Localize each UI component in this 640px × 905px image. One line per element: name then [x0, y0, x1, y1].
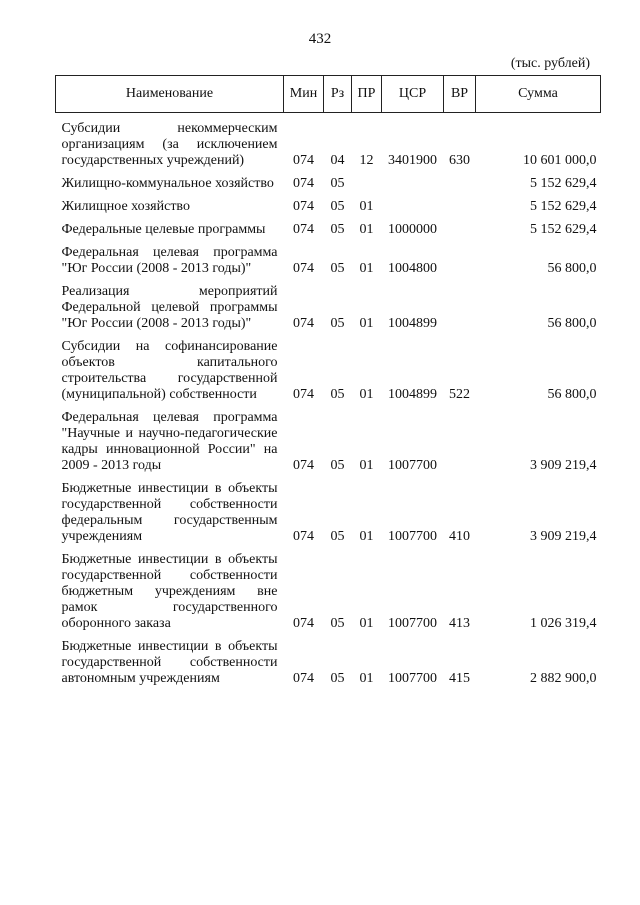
cell-min: 074	[293, 176, 314, 191]
header-csr: ЦСР	[382, 76, 444, 113]
header-vr: ВР	[444, 76, 476, 113]
cell-pr: 12	[359, 153, 374, 168]
cell-sum: 5 152 629,4	[530, 176, 597, 191]
cell-vr	[444, 192, 476, 215]
cell-vr: 630	[449, 153, 470, 168]
table-row	[56, 545, 601, 632]
cell-pr: 01	[359, 458, 374, 473]
cell-csr: 1004899	[388, 316, 437, 331]
table-row	[56, 632, 601, 687]
cell-sum: 5 152 629,4	[530, 199, 597, 214]
cell-csr: 1004899	[388, 387, 437, 402]
cell-csr	[382, 169, 444, 192]
cell-pr: 01	[359, 199, 374, 214]
cell-min: 074	[293, 222, 314, 237]
cell-sum: 3 909 219,4	[530, 529, 597, 544]
cell-min: 074	[293, 199, 314, 214]
cell-csr: 1007700	[388, 616, 437, 631]
cell-rz: 05	[330, 261, 345, 276]
cell-pr: 01	[359, 387, 374, 402]
cell-sum: 1 026 319,4	[530, 616, 597, 631]
header-name: Наименование	[56, 76, 284, 113]
cell-sum: 56 800,0	[547, 316, 597, 331]
cell-sum: 56 800,0	[547, 387, 597, 402]
table-row	[56, 403, 601, 474]
cell-min: 074	[293, 529, 314, 544]
cell-pr: 01	[359, 529, 374, 544]
cell-csr: 3401900	[388, 153, 437, 168]
cell-name: Федеральные целевые программы	[61, 222, 266, 237]
cell-name: Жилищное хозяйство	[61, 199, 190, 214]
table-row	[56, 215, 601, 238]
cell-rz: 05	[330, 529, 345, 544]
cell-rz: 05	[330, 671, 345, 686]
cell-sum: 10 601 000,0	[523, 153, 597, 168]
cell-rz: 05	[330, 199, 345, 214]
cell-rz: 05	[330, 458, 345, 473]
table-row	[56, 332, 601, 403]
table-row	[56, 474, 601, 545]
table-row	[56, 238, 601, 277]
cell-vr: 413	[449, 616, 470, 631]
cell-rz: 04	[330, 153, 345, 168]
table-row	[56, 277, 601, 332]
cell-pr: 01	[359, 671, 374, 686]
cell-rz: 05	[330, 616, 345, 631]
header-rz: Рз	[324, 76, 352, 113]
cell-vr	[444, 403, 476, 474]
page-number: 432	[308, 31, 332, 47]
cell-vr	[444, 238, 476, 277]
cell-name: Субсидии некоммерческим организациям (за исключением государственных учреждений)	[61, 121, 278, 168]
cell-rz: 05	[330, 316, 345, 331]
cell-min: 074	[293, 458, 314, 473]
cell-name: Реализация мероприятий Федеральной целевой программы "Юг России (2008 - 2013 годы)"	[61, 284, 278, 331]
cell-sum: 3 909 219,4	[530, 458, 597, 473]
cell-name: Жилищно-коммунальное хозяйство	[61, 176, 274, 191]
header-pr: ПР	[352, 76, 382, 113]
cell-vr: 522	[449, 387, 470, 402]
cell-csr: 1007700	[388, 458, 437, 473]
cell-vr: 410	[449, 529, 470, 544]
table-body	[56, 113, 601, 688]
cell-pr	[352, 169, 382, 192]
cell-min: 074	[293, 671, 314, 686]
cell-name: Федеральная целевая программа "Научные и научно-педагогические кадры инновационной России" на 2009 - 2013 годы	[61, 410, 278, 473]
cell-rz: 05	[330, 222, 345, 237]
header-min: Мин	[284, 76, 324, 113]
cell-vr	[444, 215, 476, 238]
table-row	[56, 192, 601, 215]
cell-csr: 1000000	[388, 222, 437, 237]
cell-name: Бюджетные инвестиции в объекты государственной собственности автономным учреждениям	[61, 639, 278, 686]
cell-pr: 01	[359, 616, 374, 631]
cell-min: 074	[293, 316, 314, 331]
cell-csr: 1007700	[388, 529, 437, 544]
cell-sum: 5 152 629,4	[530, 222, 597, 237]
table-row	[56, 169, 601, 192]
cell-csr: 1007700	[388, 671, 437, 686]
cell-sum: 2 882 900,0	[530, 671, 597, 686]
cell-min: 074	[293, 387, 314, 402]
cell-vr	[444, 277, 476, 332]
cell-pr: 01	[359, 222, 374, 237]
header-sum: Сумма	[476, 76, 601, 113]
cell-rz: 05	[330, 176, 345, 191]
cell-name: Бюджетные инвестиции в объекты государственной собственности бюджетным учреждениям вне рамок государственного оборонного заказа	[61, 552, 278, 631]
cell-sum: 56 800,0	[547, 261, 597, 276]
cell-pr: 01	[359, 261, 374, 276]
cell-csr	[382, 192, 444, 215]
cell-csr: 1004800	[388, 261, 437, 276]
cell-vr: 415	[449, 671, 470, 686]
cell-name: Федеральная целевая программа "Юг России (2008 - 2013 годы)"	[61, 245, 278, 276]
table-row	[56, 113, 601, 170]
cell-name: Бюджетные инвестиции в объекты государственной собственности федеральным государственным учреждениям	[61, 481, 278, 544]
cell-min: 074	[293, 616, 314, 631]
cell-name: Субсидии на софинансирование объектов капитального строительства государственной (муниципальной) собственности	[61, 339, 278, 402]
budget-table	[55, 75, 601, 687]
table-header	[56, 76, 601, 113]
units-label: (тыс. рублей)	[510, 56, 590, 71]
cell-pr: 01	[359, 316, 374, 331]
cell-rz: 05	[330, 387, 345, 402]
cell-min: 074	[293, 153, 314, 168]
cell-vr	[444, 169, 476, 192]
cell-min: 074	[293, 261, 314, 276]
